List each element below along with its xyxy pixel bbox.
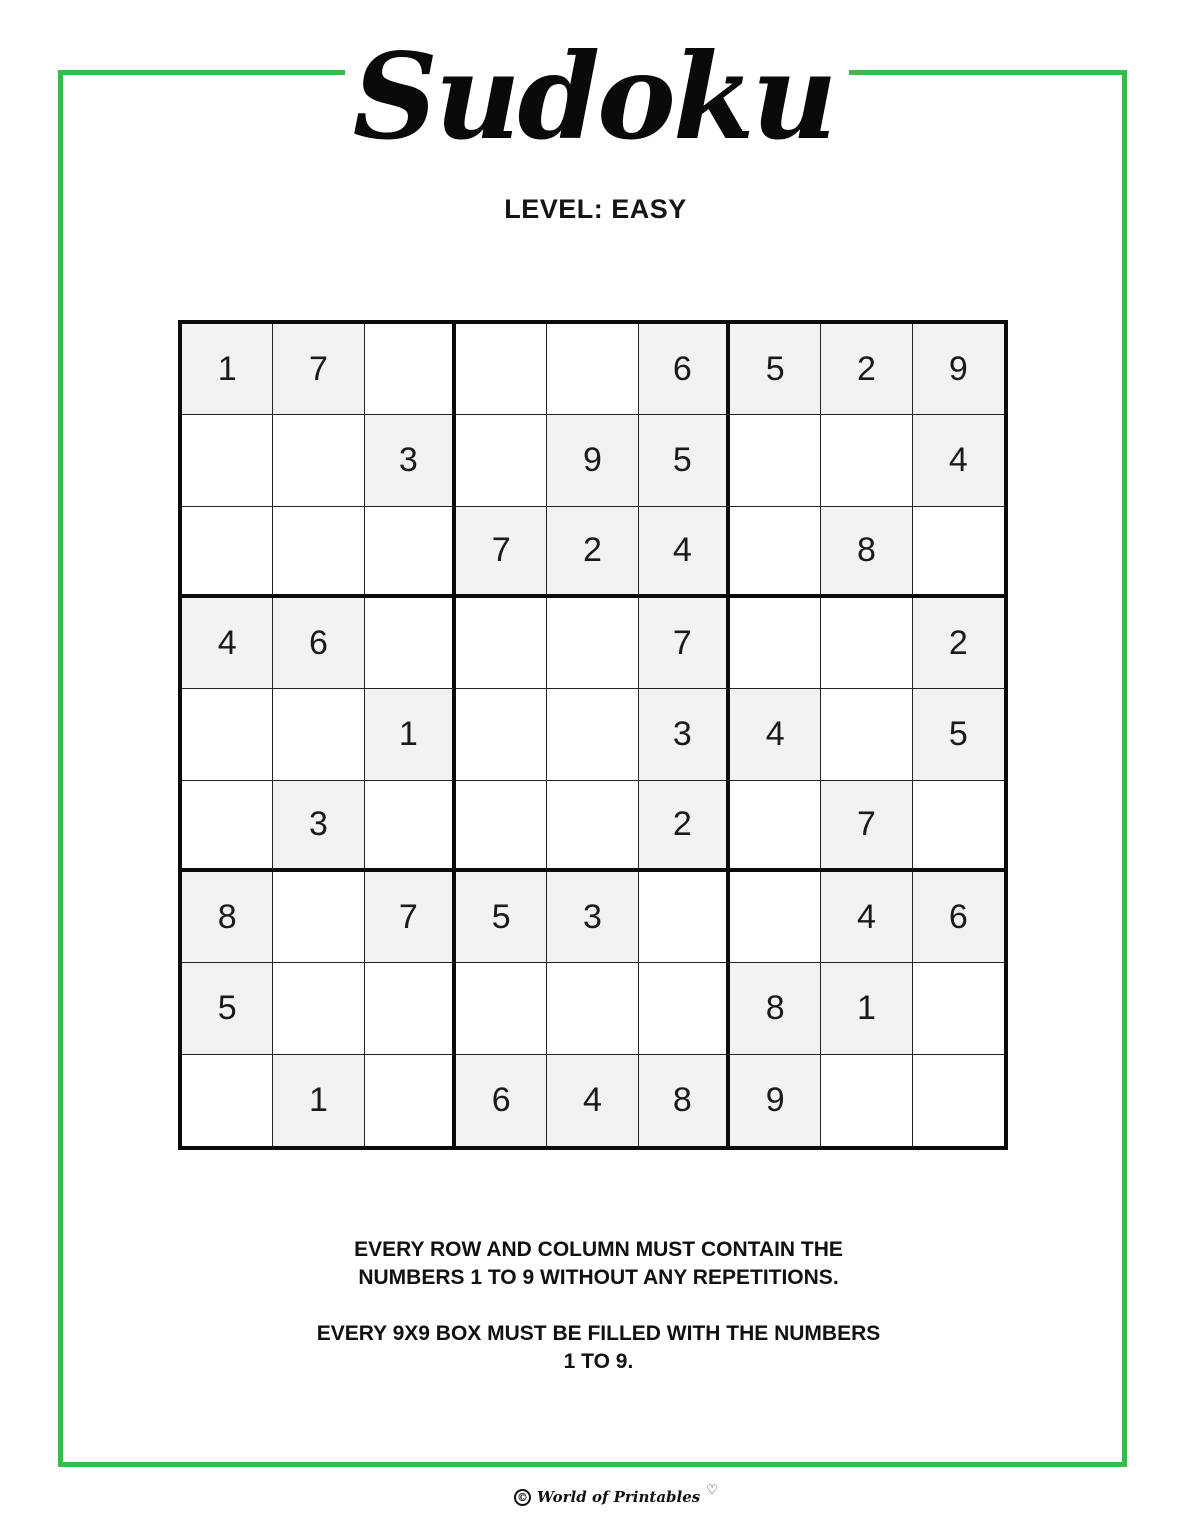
- sudoku-cell-empty[interactable]: [182, 781, 273, 872]
- sudoku-cell-given: 1: [273, 1055, 364, 1146]
- sudoku-cell-empty[interactable]: [456, 689, 547, 780]
- rule-2-line-2: 1 TO 9.: [563, 1350, 634, 1373]
- sudoku-cell-given: 8: [182, 872, 273, 963]
- sudoku-cell-given: 4: [639, 507, 730, 598]
- sudoku-cell-given: 4: [547, 1055, 638, 1146]
- sudoku-cell-given: 2: [547, 507, 638, 598]
- sudoku-cell-empty[interactable]: [913, 1055, 1004, 1146]
- sudoku-cell-empty[interactable]: [182, 689, 273, 780]
- sudoku-cell-empty[interactable]: [182, 507, 273, 598]
- sudoku-cell-given: 4: [821, 872, 912, 963]
- sudoku-grid: [178, 320, 1008, 1150]
- sudoku-cell-given: 3: [365, 415, 456, 506]
- sudoku-cell-given: 5: [913, 689, 1004, 780]
- sudoku-cell-empty[interactable]: [456, 415, 547, 506]
- sudoku-cell-empty[interactable]: [456, 598, 547, 689]
- sudoku-cell-empty[interactable]: [730, 598, 821, 689]
- sudoku-cell-empty[interactable]: [273, 415, 364, 506]
- sudoku-cell-empty[interactable]: [913, 781, 1004, 872]
- sudoku-cell-given: 6: [639, 324, 730, 415]
- sudoku-cell-empty[interactable]: [273, 507, 364, 598]
- sudoku-cell-empty[interactable]: [730, 872, 821, 963]
- sudoku-cell-empty[interactable]: [730, 507, 821, 598]
- sudoku-cell-given: 7: [821, 781, 912, 872]
- sudoku-cell-empty[interactable]: [273, 963, 364, 1054]
- sudoku-cell-given: 6: [273, 598, 364, 689]
- sudoku-cell-given: 1: [182, 324, 273, 415]
- rule-2-line-1: EVERY 9X9 BOX MUST BE FILLED WITH THE NUMBERS: [316, 1322, 881, 1345]
- sudoku-cell-given: 9: [913, 324, 1004, 415]
- sudoku-cell-given: 7: [456, 507, 547, 598]
- sudoku-cell-given: 8: [730, 963, 821, 1054]
- sudoku-cell-given: 4: [913, 415, 1004, 506]
- sudoku-cell-given: 6: [456, 1055, 547, 1146]
- sudoku-cell-given: 2: [913, 598, 1004, 689]
- sudoku-cell-empty[interactable]: [821, 1055, 912, 1146]
- level-label: LEVEL: EASY: [504, 194, 687, 224]
- sudoku-cell-empty[interactable]: [547, 781, 638, 872]
- footer-brand: World of Printables: [537, 1488, 701, 1506]
- sudoku-cell-empty[interactable]: [821, 598, 912, 689]
- sudoku-cell-empty[interactable]: [730, 415, 821, 506]
- sudoku-cell-empty[interactable]: [821, 689, 912, 780]
- sudoku-cell-given: 3: [273, 781, 364, 872]
- sudoku-cell-empty[interactable]: [365, 598, 456, 689]
- sudoku-cell-empty[interactable]: [547, 598, 638, 689]
- sudoku-cell-given: 6: [913, 872, 1004, 963]
- sudoku-cell-given: 1: [365, 689, 456, 780]
- rule-1: [0, 1236, 1187, 1292]
- sudoku-cell-given: 9: [730, 1055, 821, 1146]
- sudoku-cell-given: 2: [821, 324, 912, 415]
- sudoku-cell-given: 7: [365, 872, 456, 963]
- sudoku-cell-empty[interactable]: [273, 872, 364, 963]
- sudoku-cell-empty[interactable]: [639, 872, 730, 963]
- sudoku-cell-given: 7: [639, 598, 730, 689]
- sudoku-cell-empty[interactable]: [365, 781, 456, 872]
- rule-2: [0, 1320, 1187, 1376]
- rule-1-line-1: EVERY ROW AND COLUMN MUST CONTAIN THE: [354, 1238, 843, 1261]
- sudoku-cell-given: 3: [547, 872, 638, 963]
- sudoku-cell-given: 8: [639, 1055, 730, 1146]
- sudoku-cell-empty[interactable]: [639, 963, 730, 1054]
- page-title: Sudoku: [352, 27, 835, 166]
- footer-credit: [514, 1482, 718, 1512]
- sudoku-cell-given: 3: [639, 689, 730, 780]
- sudoku-cell-empty[interactable]: [182, 1055, 273, 1146]
- sudoku-cell-given: 4: [182, 598, 273, 689]
- sudoku-cell-empty[interactable]: [365, 963, 456, 1054]
- sudoku-cell-given: 4: [730, 689, 821, 780]
- sudoku-cell-empty[interactable]: [547, 689, 638, 780]
- sudoku-cell-given: 7: [273, 324, 364, 415]
- sudoku-cell-empty[interactable]: [913, 963, 1004, 1054]
- sudoku-cell-given: 5: [456, 872, 547, 963]
- sudoku-cell-given: 5: [182, 963, 273, 1054]
- frame-bottom: [58, 1462, 1127, 1467]
- sudoku-cell-empty[interactable]: [456, 324, 547, 415]
- sudoku-cell-empty[interactable]: [821, 415, 912, 506]
- sudoku-cell-given: 5: [639, 415, 730, 506]
- sudoku-cell-empty[interactable]: [365, 1055, 456, 1146]
- sudoku-cell-given: 9: [547, 415, 638, 506]
- sudoku-cell-empty[interactable]: [547, 324, 638, 415]
- sudoku-cell-empty[interactable]: [730, 781, 821, 872]
- sudoku-cell-given: 5: [730, 324, 821, 415]
- sudoku-cell-empty[interactable]: [365, 324, 456, 415]
- sudoku-cell-empty[interactable]: [456, 963, 547, 1054]
- sudoku-cell-empty[interactable]: [913, 507, 1004, 598]
- heart-icon: ♡: [706, 1482, 718, 1498]
- sudoku-cell-empty[interactable]: [182, 415, 273, 506]
- sudoku-cell-given: 1: [821, 963, 912, 1054]
- rule-1-line-2: NUMBERS 1 TO 9 WITHOUT ANY REPETITIONS.: [358, 1266, 839, 1289]
- sudoku-cell-given: 2: [639, 781, 730, 872]
- sudoku-cell-empty[interactable]: [273, 689, 364, 780]
- sudoku-cell-given: 8: [821, 507, 912, 598]
- copyright-icon: ©: [514, 1489, 531, 1506]
- sudoku-cell-empty[interactable]: [365, 507, 456, 598]
- sudoku-cell-empty[interactable]: [456, 781, 547, 872]
- sudoku-cell-empty[interactable]: [547, 963, 638, 1054]
